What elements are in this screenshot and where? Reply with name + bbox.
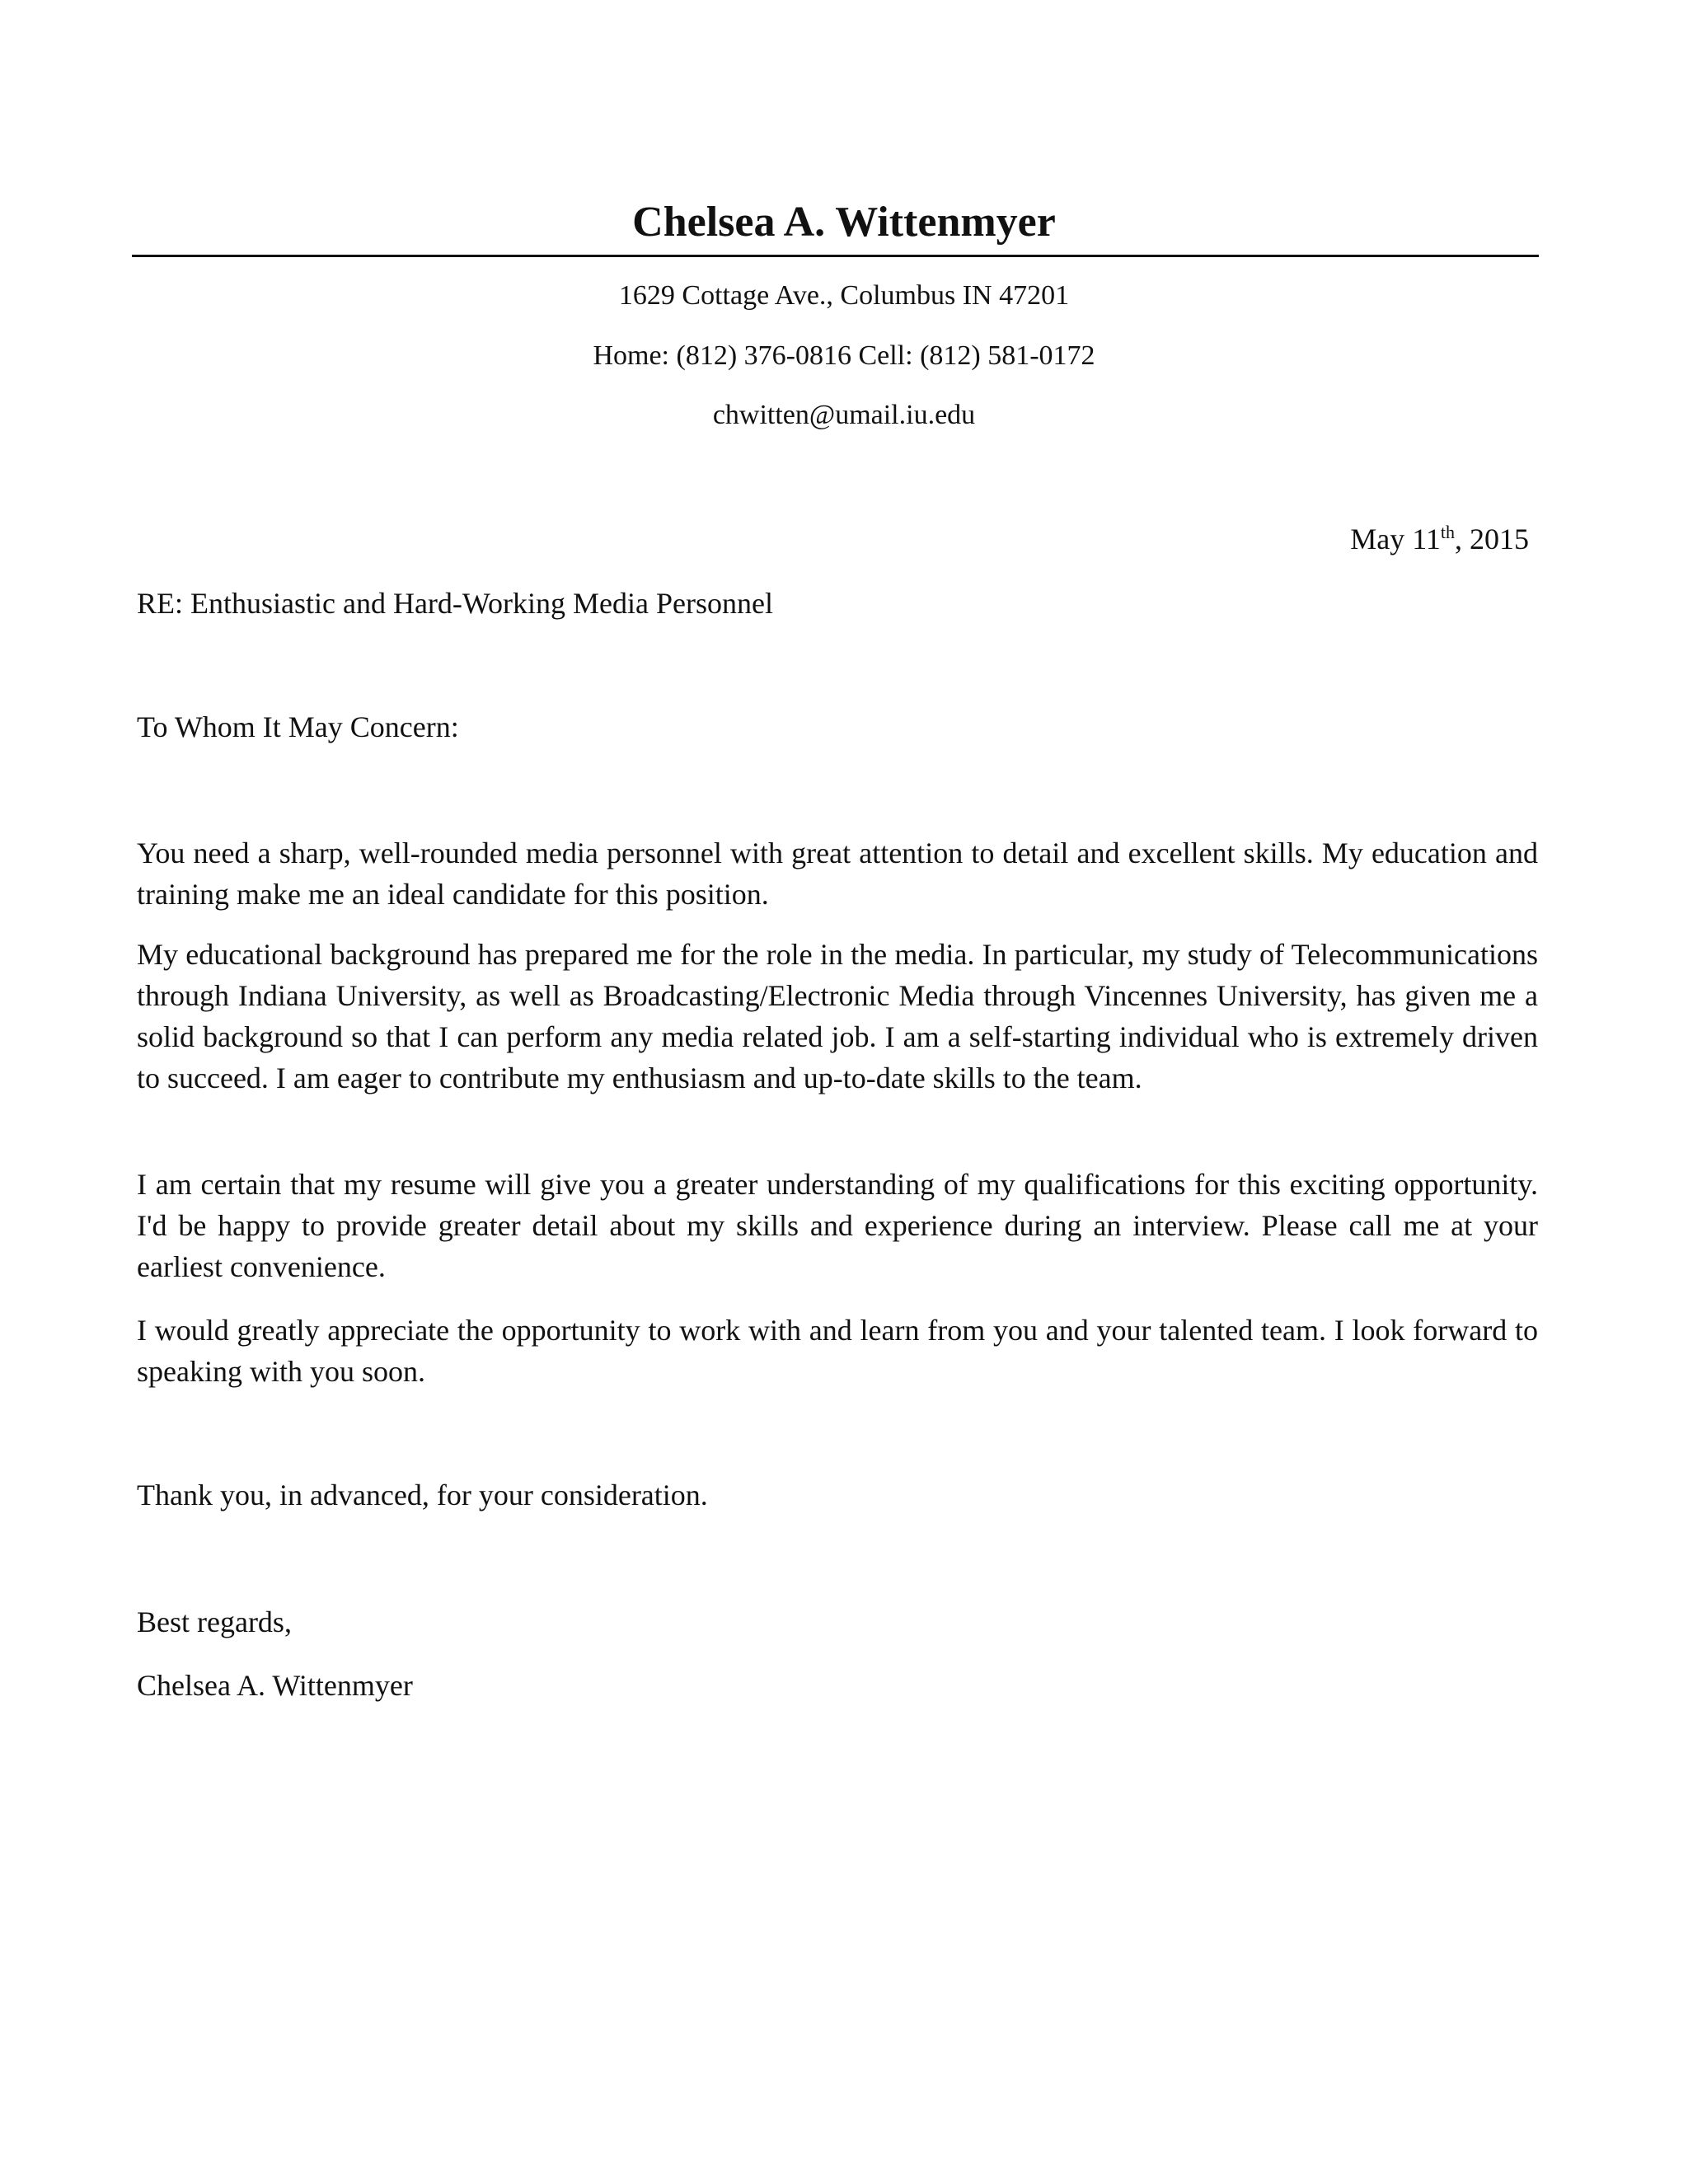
- sender-email: chwitten@umail.iu.edu: [712, 400, 976, 430]
- re-line: RE: Enthusiastic and Hard-Working Media Personnel: [137, 587, 773, 620]
- sender-name: Chelsea A. Wittenmyer: [632, 199, 1056, 246]
- sender-address: 1629 Cottage Ave., Columbus IN 47201: [618, 280, 1070, 311]
- closing: Best regards,: [137, 1605, 292, 1638]
- salutation: To Whom It May Concern:: [137, 710, 459, 743]
- thank-you-line: Thank you, in advanced, for your consideration.: [137, 1479, 708, 1511]
- body-paragraph-1: You need a sharp, well-rounded media personnel with great attention to detail and excellent skills. My education and training make me an ideal candidate for this position.: [137, 837, 1538, 911]
- sender-phones: Home: (812) 376-0816 Cell: (812) 581-0172: [593, 340, 1095, 371]
- date-month-day: May 11: [1350, 523, 1441, 555]
- body-paragraph-3: I am certain that my resume will give you a greater understanding of my qualifications for this exciting opportunity. I'd be happy to provide greater detail about my skills and experience during an interview. Please call me at your earliest convenience.: [137, 1168, 1538, 1283]
- date-ordinal-suffix: th: [1440, 522, 1455, 542]
- body-paragraph-4: I would greatly appreciate the opportunity to work with and learn from you and your talented team. I look forward to speaking with you soon.: [137, 1314, 1538, 1388]
- body-paragraph-2: My educational background has prepared me for the role in the media. In particular, my study of Telecommunications through Indiana University, as well as Broadcasting/Electronic Media through Vincennes University, has given me a solid background so that I can perform any media related job. I am a self-starting individual who is extremely driven to succeed. I am eager to contribute my enthusiasm and up-to-date skills to the team.: [137, 938, 1538, 1094]
- signature: Chelsea A. Wittenmyer: [137, 1669, 413, 1702]
- date-year: , 2015: [1455, 523, 1529, 555]
- letter-date: [1350, 519, 1529, 559]
- header-divider: [132, 255, 1539, 257]
